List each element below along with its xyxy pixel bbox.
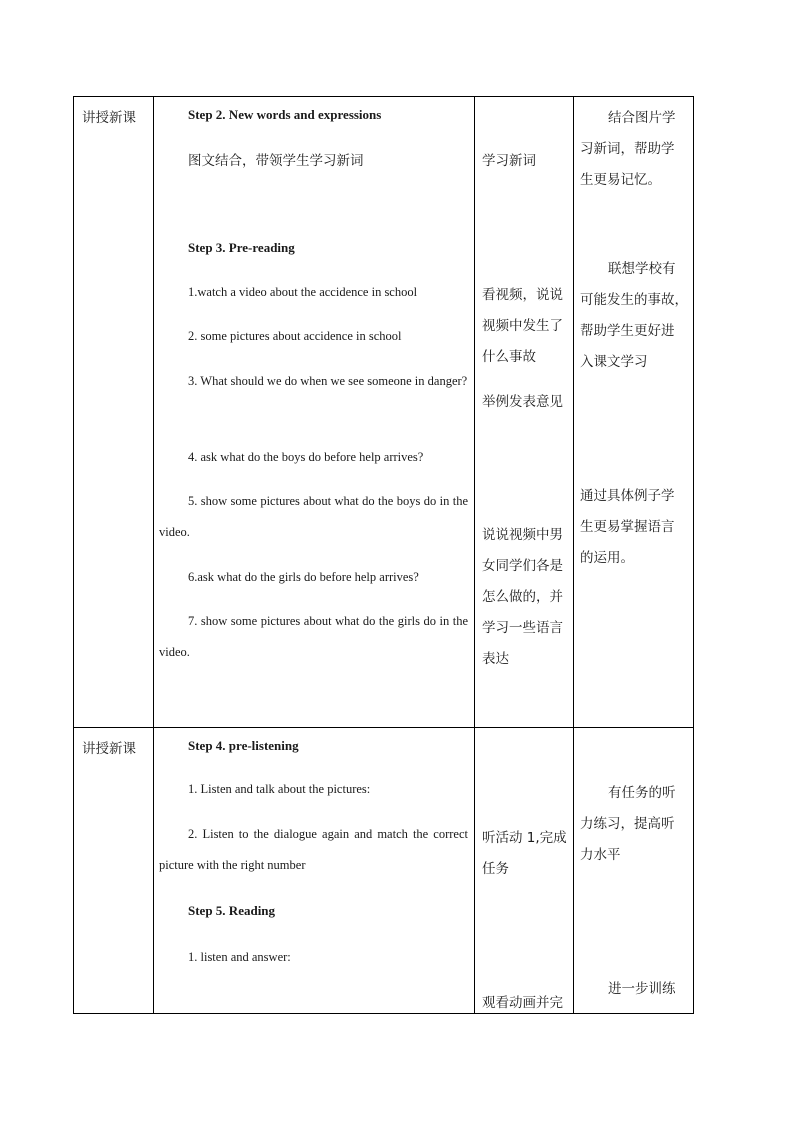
activity-text: 什么事故 bbox=[482, 349, 536, 365]
activity-text: 表达 bbox=[482, 651, 509, 667]
purpose-text: 通过具体例子学 bbox=[580, 488, 675, 504]
purpose-text: 力练习，提高听 bbox=[580, 816, 675, 832]
activity-text: 看视频，说说 bbox=[482, 287, 563, 303]
activity-text: 学习新词 bbox=[482, 153, 536, 169]
activity-text: 听活动 1,完成 bbox=[482, 830, 567, 846]
activity-text: 视频中发生了 bbox=[482, 318, 563, 334]
purpose-text: 入课文学习 bbox=[580, 354, 648, 370]
purpose-text: 联想学校有 bbox=[608, 261, 676, 277]
step-title: Step 2. New words and expressions bbox=[188, 107, 382, 122]
step-description: 图文结合，带领学生学习新词 bbox=[188, 153, 364, 169]
list-item: 6.ask what do the girls do before help arrives? bbox=[188, 570, 419, 584]
activity-text: 观看动画并完 bbox=[482, 995, 563, 1011]
step-title: Step 5. Reading bbox=[188, 903, 276, 918]
activity-text: 怎么做的，并 bbox=[482, 589, 563, 605]
activity-text: 任务 bbox=[482, 861, 509, 877]
list-item: 2. Listen to the dialogue again and match the correct picture with the right number bbox=[159, 827, 468, 872]
student-activity-cell bbox=[475, 728, 574, 1014]
purpose-text: 帮助学生更好进 bbox=[580, 323, 675, 339]
purpose-cell bbox=[574, 728, 694, 1014]
list-item: 3. What should we do when we see someone in danger? bbox=[188, 374, 468, 388]
purpose-text: 习新词，帮助学 bbox=[580, 141, 675, 157]
activity-text: 说说视频中男 bbox=[482, 527, 563, 543]
purpose-text: 有任务的听 bbox=[608, 785, 676, 801]
purpose-text: 进一步训练 bbox=[608, 981, 676, 997]
step-title: Step 3. Pre-reading bbox=[188, 240, 295, 255]
list-item: 2. some pictures about accidence in school bbox=[188, 329, 402, 343]
table-row bbox=[74, 728, 694, 1014]
section-cell bbox=[74, 728, 154, 1014]
section-label: 讲授新课 bbox=[82, 741, 136, 757]
list-item: 5. show some pictures about what do the boys do in the video. bbox=[159, 494, 468, 539]
purpose-text: 结合图片学 bbox=[608, 110, 676, 126]
purpose-cell bbox=[574, 97, 694, 728]
purpose-text: 力水平 bbox=[580, 847, 621, 863]
list-item: 7. show some pictures about what do the girls do in the video. bbox=[159, 614, 468, 659]
content-cell bbox=[154, 97, 475, 728]
purpose-text: 生更易记忆。 bbox=[580, 172, 661, 188]
content-cell bbox=[154, 728, 475, 1014]
lesson-plan-table bbox=[73, 96, 694, 1014]
section-cell bbox=[74, 97, 154, 728]
purpose-text: 可能发生的事故， bbox=[580, 292, 688, 308]
list-item: 4. ask what do the boys do before help arrives? bbox=[188, 450, 424, 464]
activity-text: 女同学们各是 bbox=[482, 558, 563, 574]
step-title: Step 4. pre-listening bbox=[188, 738, 299, 753]
list-item: 1. listen and answer: bbox=[188, 950, 291, 964]
activity-text: 举例发表意见 bbox=[482, 394, 563, 410]
student-activity-cell bbox=[475, 97, 574, 728]
purpose-text: 的运用。 bbox=[580, 550, 634, 566]
section-label: 讲授新课 bbox=[82, 110, 136, 126]
table-row bbox=[74, 97, 694, 728]
list-item: 1. Listen and talk about the pictures: bbox=[188, 782, 371, 796]
purpose-text: 生更易掌握语言 bbox=[580, 519, 675, 535]
activity-text: 学习一些语言 bbox=[482, 620, 563, 636]
list-item: 1.watch a video about the accidence in school bbox=[188, 285, 418, 299]
